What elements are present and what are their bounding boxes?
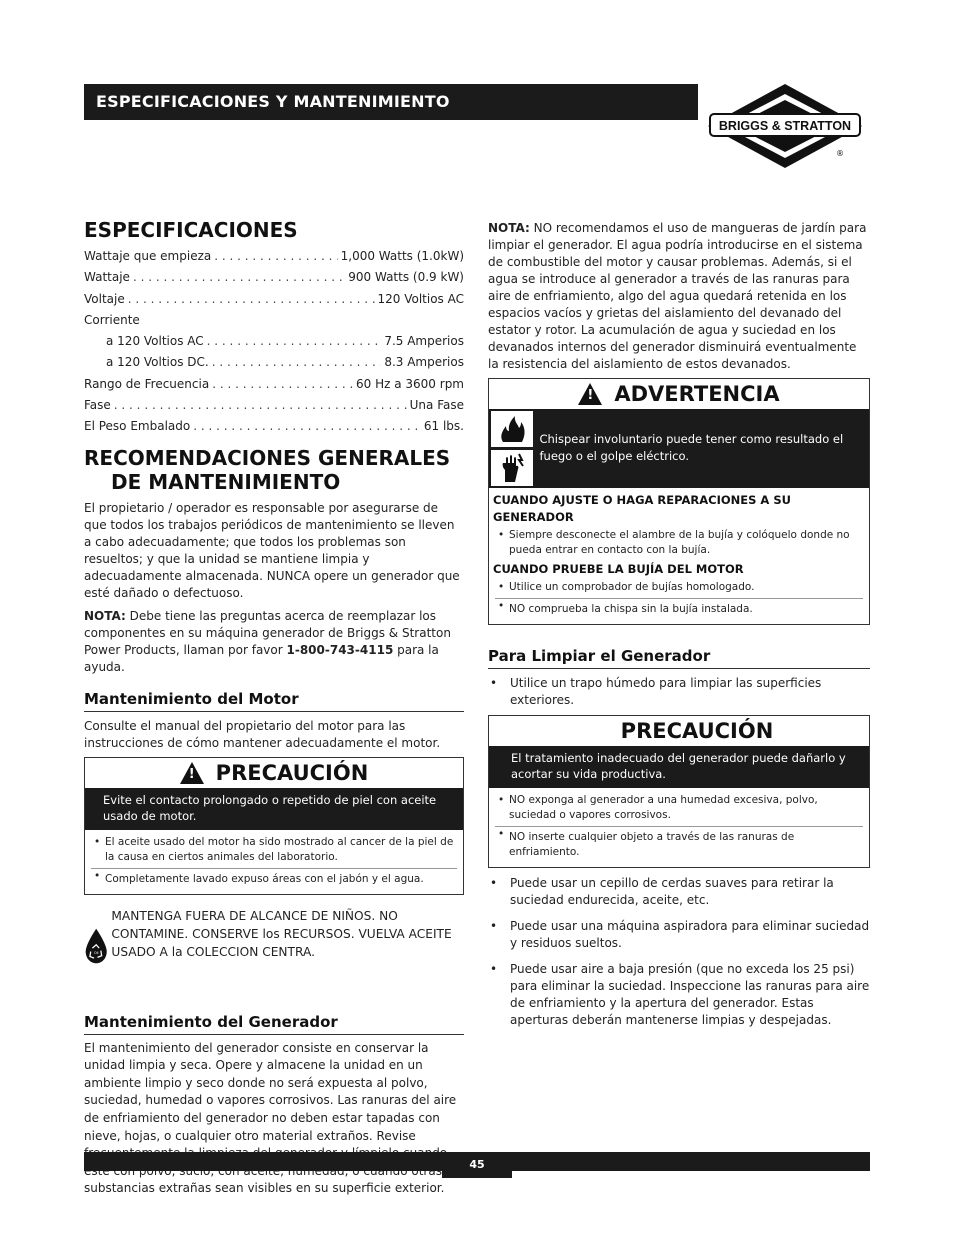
spec-label: Voltaje bbox=[84, 291, 125, 306]
precaution-box-oil bbox=[84, 757, 464, 895]
advertencia-heading: ! ADVERTENCIA bbox=[489, 379, 869, 409]
precaution-heading: PRECAUCIÓN bbox=[620, 719, 774, 743]
spec-value: 60 Hz a 3600 rpm bbox=[356, 376, 464, 391]
precaution-bullets bbox=[85, 830, 463, 894]
warning-triangle-icon: ! bbox=[180, 762, 204, 784]
nota-hoses: NOTA: NO recomendamos el uso de mangueras de jardín para limpiar el generador. El agua podría introducirse en el sistema de combustible del motor y causar problemas. Además, si el agua se introduce al generador a través de las ranuras para aire de enfriamiento, algo del agua quedará retenida en los espacios vacíos y grietas del aislamiento del devanado del estator y rotor. La acumulación de agua y suciedad en los devanados internos del generador disminuirá eventualmente la resistencia del aislamiento de estos devanados. bbox=[488, 221, 867, 371]
spec-row bbox=[84, 331, 464, 352]
list-item: • NO exponga al generador a una humedad excesiva, polvo, suciedad o vapores corrosivos. bbox=[495, 793, 863, 823]
generator-maintenance-text: El mantenimiento del generador consiste en conservar la unidad limpia y seca. Opere y almacene la unidad en un ambiente limpio y seco donde no será expuesta al polvo, suciedad, humedad o vapores corrosivos. Las ranuras del aire de enfriamiento del generador no deben estar tapadas con nieve, hojas, o cualquier otro material extraños. Revise substancias extrañas sean visibles en su superficie exterior. bbox=[84, 1040, 457, 1196]
spec-row bbox=[84, 310, 464, 331]
spec-label: Wattaje bbox=[84, 270, 130, 285]
spec-row bbox=[84, 352, 464, 373]
advertencia-box bbox=[488, 378, 870, 625]
page-number: 45 bbox=[442, 1152, 512, 1178]
advertencia-dark-section bbox=[489, 409, 869, 488]
precaution-bullets bbox=[489, 788, 869, 867]
leader-dots bbox=[128, 289, 375, 310]
logo-text: BRIGGS & STRATTON bbox=[718, 119, 852, 133]
electric-shock-icon bbox=[491, 450, 533, 486]
oil-recycle-icon bbox=[84, 903, 108, 989]
spec-label: a 120 Voltios AC bbox=[106, 334, 204, 349]
spec-label: a 120 Voltios DC. bbox=[106, 355, 209, 370]
spec-value: 61 lbs. bbox=[423, 419, 464, 434]
spec-label: Corriente bbox=[84, 312, 140, 327]
cleaning-bullets bbox=[488, 675, 870, 709]
right-column bbox=[488, 220, 870, 1034]
list-item: • Completamente lavado expuso áreas con el jabón y el agua. bbox=[91, 868, 457, 887]
phone-number: 1-800-743-4115 bbox=[286, 642, 394, 657]
advertencia-bullets-sparkplug bbox=[489, 578, 869, 624]
list-item: • Utilice un trapo húmedo para limpiar las superficies exteriores. bbox=[488, 675, 870, 709]
precaution-heading: ! PRECAUCIÓN bbox=[85, 758, 463, 788]
precaution-dark-text: El tratamiento inadecuado del generador puede dañarlo y acortar su vida productiva. bbox=[489, 746, 869, 788]
specs-title: ESPECIFICACIONES bbox=[84, 218, 298, 242]
spec-value: 7.5 Amperios bbox=[384, 334, 464, 349]
section-header: ESPECIFICACIONES Y MANTENIMIENTO bbox=[84, 84, 698, 120]
list-item: • Siempre desconecte el alambre de la bujía y colóquelo donde no pueda entrar en contacto con la bujía. bbox=[495, 528, 863, 558]
list-item: • Puede usar aire a baja presión (que no exceda los 25 psi) para eliminar la suciedad. Inspeccione las ranuras para aire de enfriamiento y la apertura del generador. Estas aperturas deberán mantenerse limpias y despejadas. bbox=[488, 961, 870, 1029]
left-column bbox=[84, 218, 464, 1198]
recommendations-title bbox=[84, 446, 464, 494]
oil-notice-text: MANTENGA FUERA DE ALCANCE DE NIÑOS. NO CONTAMINE. CONSERVE los RECURSOS. VUELVA ACEITE USADO A la COLECCION CENTRA. bbox=[111, 908, 452, 959]
leader-dots bbox=[214, 246, 337, 267]
recommendations-para: El propietario / operador es responsable por asegurarse de que todos los trabajos periódicos de mantenimiento se lleven a cabo adecuadamente; que todos los problemas son resueltos; y que la unidad se mantiene limpia y adecuadamente almacenada. NUNCA opere un generador que esté dañado o defectuoso. bbox=[84, 500, 460, 600]
spec-label: Fase bbox=[84, 398, 111, 413]
engine-maintenance-text: Consulte el manual del propietario del motor para las instrucciones de cómo mantener adecuadamente el motor. bbox=[84, 718, 441, 750]
cleaning-title: Para Limpiar el Generador bbox=[488, 647, 870, 669]
leader-dots bbox=[212, 374, 353, 395]
spec-row bbox=[84, 395, 464, 416]
spec-label: El Peso Embalado bbox=[84, 419, 191, 434]
list-item: • El aceite usado del motor ha sido mostrado al cancer de la piel de la causa en ciertos animales del laboratorio. bbox=[91, 835, 457, 865]
oil-notice bbox=[84, 903, 464, 989]
spec-row bbox=[84, 267, 464, 288]
registered-mark: ® bbox=[836, 149, 844, 158]
spec-row bbox=[84, 374, 464, 395]
leader-dots bbox=[193, 416, 421, 437]
list-item: • NO comprueba la chispa sin la bujía instalada. bbox=[495, 598, 863, 617]
spec-row bbox=[84, 416, 464, 437]
advertencia-bullets-repairs bbox=[489, 526, 869, 558]
advertencia-subheading-sparkplug: CUANDO PRUEBE LA BUJÍA DEL MOTOR bbox=[493, 562, 744, 576]
specs-table bbox=[84, 246, 464, 438]
cleaning-more-bullets bbox=[488, 875, 870, 1029]
recommendations-title-line1: RECOMENDACIONES GENERALES bbox=[84, 445, 451, 470]
leader-dots bbox=[207, 331, 382, 352]
briggs-stratton-logo bbox=[706, 82, 864, 172]
spec-value: 1,000 Watts (1.0kW) bbox=[340, 249, 464, 263]
engine-maintenance-title: Mantenimiento del Motor bbox=[84, 690, 464, 712]
spec-value: 120 Voltios AC bbox=[377, 291, 464, 306]
spec-value: Una Fase bbox=[409, 398, 464, 413]
list-item: • NO inserte cualquier objeto a través de las ranuras de enfriamiento. bbox=[495, 826, 863, 860]
list-item: • Utilice un comprobador de bujías homologado. bbox=[495, 580, 863, 595]
spec-value: 8.3 Amperios bbox=[384, 355, 464, 370]
warning-triangle-icon: ! bbox=[578, 383, 602, 405]
list-item: • Puede usar un cepillo de cerdas suaves para retirar la suciedad endurecida, aceite, etc. bbox=[488, 875, 870, 909]
spec-row bbox=[84, 246, 464, 267]
spec-label: Rango de Frecuencia bbox=[84, 376, 210, 391]
leader-dots bbox=[114, 395, 407, 416]
list-item: • Puede usar una máquina aspiradora para eliminar suciedad y residuos sueltos. bbox=[488, 918, 870, 952]
spec-value: 900 Watts (0.9 kW) bbox=[348, 270, 464, 285]
generator-maintenance-title: Mantenimiento del Generador bbox=[84, 1013, 464, 1035]
advertencia-dark-text: Chispear involuntario puede tener como resultado el fuego o el golpe eléctrico. bbox=[539, 432, 844, 463]
advertencia-subheading-repairs: CUANDO AJUSTE O HAGA REPARACIONES A SU GENERADOR bbox=[493, 493, 791, 524]
spec-row bbox=[84, 289, 464, 310]
leader-dots bbox=[133, 267, 345, 288]
leader-dots bbox=[212, 352, 382, 373]
fire-icon bbox=[491, 411, 533, 447]
recommendations-title-line2: DE MANTENIMIENTO bbox=[111, 469, 341, 494]
spec-label: Wattaje que empieza bbox=[84, 249, 212, 263]
precaution-dark-text: Evite el contacto prolongado o repetido de piel con aceite usado de motor. bbox=[85, 788, 463, 830]
recommendations-nota: NOTA: Debe tiene las preguntas acerca de reemplazar los componentes en su máquina generador de Briggs & Stratton Power Products, llaman por favor 1-800-743-4115 para la ayuda. bbox=[84, 608, 451, 674]
oil-icon-label: Oil bbox=[93, 950, 99, 955]
precaution-box-generator bbox=[488, 715, 870, 868]
